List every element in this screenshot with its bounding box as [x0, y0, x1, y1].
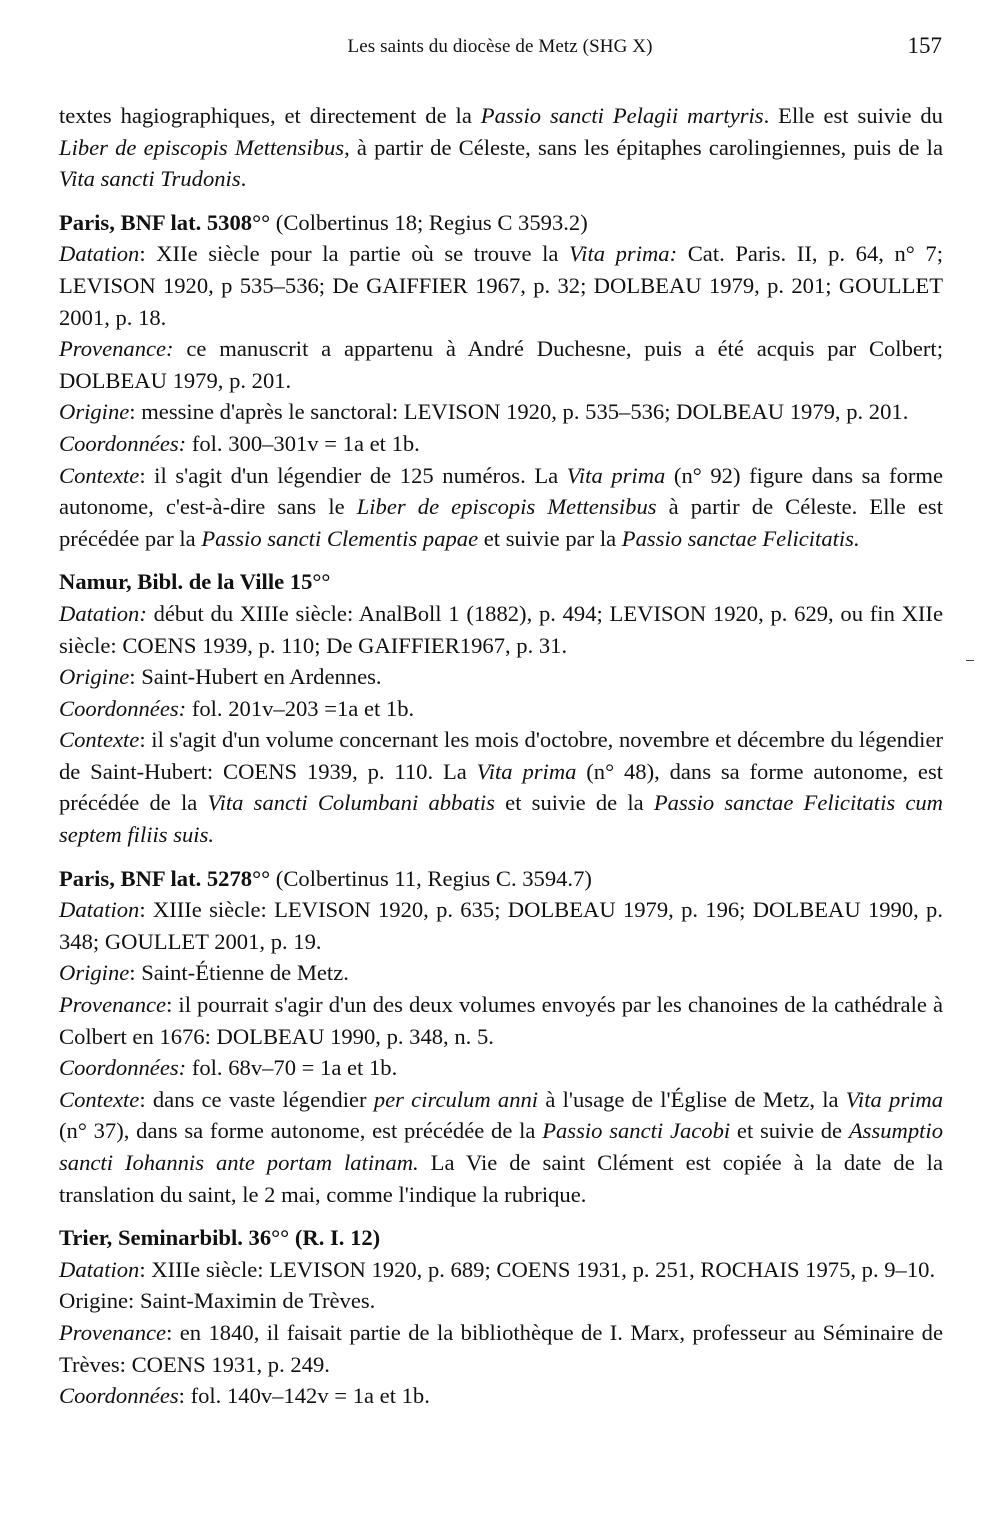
- field-label: Coordonnées: [59, 1383, 179, 1409]
- work-title: Vita prima: [566, 462, 666, 488]
- manuscript-entry: [59, 566, 943, 850]
- shelfmark: Namur, Bibl. de la Ville 15°°: [59, 569, 331, 595]
- provenance-line: [59, 1317, 943, 1380]
- field-label: Provenance:: [59, 336, 174, 362]
- field-label: Contexte: [59, 462, 140, 488]
- field-label: Coordonnées:: [59, 430, 187, 456]
- field-label: Coordonnées:: [59, 1055, 187, 1081]
- contexte-line: [59, 724, 943, 850]
- field-value: (n° 48), dans sa forme autonome, est précédée de la: [59, 758, 944, 816]
- provenance-line: [59, 989, 943, 1052]
- field-label: Contexte: [59, 727, 140, 753]
- datation-line: [59, 1254, 943, 1286]
- field-value: : XIIIe siècle: LEVISON 1920, p. 689; COENS 1931, p. 251, ROCHAIS 1975, p. 9–10.: [139, 1256, 936, 1282]
- work-title: Vita prima:: [569, 241, 678, 267]
- field-label: Datation:: [59, 600, 147, 626]
- field-value: : messine d'après le sanctoral: LEVISON 1920, p. 535–536; DOLBEAU 1979, p. 201.: [129, 399, 909, 425]
- manuscript-entry: [59, 863, 943, 1211]
- provenance-line: [59, 333, 943, 396]
- field-value: : il s'agit d'un légendier de 125 numéros. La: [139, 462, 567, 488]
- field-label: Origine: [59, 960, 130, 986]
- intro-text: textes hagiographiques, et directement de la: [59, 103, 481, 128]
- intro-text: , à partir de Céleste, sans les épitaphes carolingiennes, puis de la: [344, 134, 943, 160]
- field-label: Datation: [59, 241, 140, 267]
- field-value: Cat. Paris. II, p. 64, n° 7; LEVISON 1920, p 535–536; De GAIFFIER 1967, p. 32; DOLBEAU 1979, p. 201; GOULLET 2001, p. 18.: [59, 241, 943, 330]
- field-label: Contexte: [59, 1086, 140, 1112]
- work-title: Vita sancti Trudonis: [59, 166, 241, 192]
- entry-heading: [59, 863, 943, 895]
- origine-line: [59, 661, 943, 693]
- field-label: Datation: [59, 897, 140, 923]
- field-value: : fol. 140v–142v = 1a et 1b.: [178, 1383, 430, 1409]
- work-title: per circulum anni: [373, 1086, 539, 1112]
- entry-heading: [59, 566, 943, 598]
- field-value: : Saint-Étienne de Metz.: [129, 960, 349, 986]
- work-title: Vita prima: [845, 1086, 944, 1112]
- field-label: Coordonnées:: [59, 695, 187, 721]
- field-value: La Vie de saint Clément est copiée à la date de la translation du saint, le 2 mai, comme l'indique la rubrique.: [59, 1150, 943, 1207]
- field-label: Provenance: [59, 1319, 167, 1345]
- margin-mark: [966, 660, 974, 661]
- work-title: Passio sancti Jacobi: [542, 1118, 731, 1144]
- field-label: Provenance: [59, 992, 167, 1018]
- field-value: : Saint-Hubert en Ardennes.: [129, 664, 382, 690]
- field-value: : XIIe siècle pour la partie où se trouve la: [139, 241, 570, 267]
- contexte-line: [59, 1084, 943, 1210]
- work-title: Liber de episcopis Mettensibus: [356, 494, 657, 520]
- intro-text: . Elle est suivie du: [763, 103, 943, 128]
- work-title: Assumptio sancti Iohannis ante portam latinam.: [59, 1118, 943, 1175]
- field-value: et suivie de la: [494, 790, 654, 816]
- field-value: à partir de Céleste. Elle est précédée par la: [59, 494, 943, 551]
- field-label: Origine: [59, 399, 130, 425]
- running-title: Les saints du diocèse de Metz (SHG X): [347, 36, 653, 57]
- field-label: Origine: [59, 664, 130, 690]
- coordonnees-line: [59, 1380, 943, 1412]
- page-number: 157: [907, 33, 942, 58]
- field-value: fol. 68v–70 = 1a et 1b.: [186, 1055, 398, 1081]
- field-value: fol. 201v–203 =1a et 1b.: [186, 695, 415, 721]
- shelfmark-note: (Colbertinus 11, Regius C. 3594.7): [270, 865, 592, 891]
- field-value: ce manuscrit a appartenu à André Duchesne, puis a été acquis par Colbert; DOLBEAU 1979, p. 201.: [59, 336, 943, 393]
- field-value: début du XIIIe siècle: AnalBoll 1 (1882), p. 494; LEVISON 1920, p. 629, ou fin XIIe siècle: COENS 1939, p. 110; De GAIFFIER1967, p. 31.: [59, 600, 943, 658]
- shelfmark: Paris, BNF lat. 5308°°: [59, 209, 271, 235]
- work-title: Passio sanctae Felicitatis cum septem filiis suis.: [59, 790, 943, 848]
- coordonnees-line: [59, 693, 943, 725]
- datation-line: [59, 598, 943, 661]
- body-text: [59, 100, 943, 1412]
- origine-line: [59, 957, 943, 989]
- work-title: Liber de episcopis Mettensibus: [59, 134, 345, 160]
- coordonnees-line: [59, 428, 943, 460]
- manuscript-entry: [59, 1222, 943, 1412]
- field-value: (n° 37), dans sa forme autonome, est précédée de la: [59, 1118, 543, 1144]
- shelfmark: Trier, Seminarbibl. 36°° (R. I. 12): [59, 1225, 381, 1251]
- manuscript-entry: [59, 207, 943, 555]
- field-value: : XIIIe siècle: LEVISON 1920, p. 635; DOLBEAU 1979, p. 196; DOLBEAU 1990, p. 348; GOULLET 2001, p. 19.: [59, 897, 943, 954]
- datation-line: [59, 238, 943, 333]
- field-value: : dans ce vaste légendier: [139, 1086, 374, 1112]
- field-label: Datation: [59, 1256, 140, 1282]
- work-title: Vita sancti Columbani abbatis: [207, 790, 495, 816]
- field-value: fol. 300–301v = 1a et 1b.: [186, 430, 420, 456]
- origine-line: [59, 1285, 943, 1317]
- field-value: (n° 92) figure dans sa forme autonome, c'est-à-dire sans le: [59, 462, 943, 520]
- work-title: Passio sancti Pelagii martyris: [480, 103, 764, 128]
- work-title: Vita prima: [476, 758, 577, 784]
- work-title: Passio sancti Clementis papae: [201, 525, 479, 551]
- field-value: et suivie de: [730, 1118, 849, 1144]
- shelfmark: Paris, BNF lat. 5278°°: [59, 865, 271, 891]
- intro-paragraph: [59, 100, 943, 195]
- entry-heading: [59, 207, 943, 239]
- field-value: : il s'agit d'un volume concernant les mois d'octobre, novembre et décembre du légendier de Saint-Hubert: COENS 1939, p. 110. La: [59, 727, 943, 784]
- contexte-line: [59, 460, 943, 555]
- entry-heading: [59, 1222, 943, 1254]
- field-value: : il pourrait s'agir d'un des deux volumes envoyés par les chanoines de la cathédrale à Colbert en 1676: DOLBEAU 1990, p. 348, n. 5.: [59, 992, 943, 1049]
- datation-line: [59, 894, 943, 957]
- origine-line: [59, 396, 943, 428]
- field-value: et suivie par la: [478, 525, 622, 551]
- field-value: Origine: Saint-Maximin de Trèves.: [59, 1288, 376, 1314]
- field-value: à l'usage de l'Église de Metz, la: [538, 1086, 846, 1112]
- shelfmark-note: (Colbertinus 18; Regius C 3593.2): [270, 209, 588, 235]
- work-title: Passio sanctae Felicitatis.: [621, 525, 860, 551]
- coordonnees-line: [59, 1052, 943, 1084]
- field-value: : en 1840, il faisait partie de la bibliothèque de I. Marx, professeur au Séminaire de Trèves: COENS 1931, p. 249.: [59, 1319, 943, 1377]
- intro-text: .: [240, 166, 247, 192]
